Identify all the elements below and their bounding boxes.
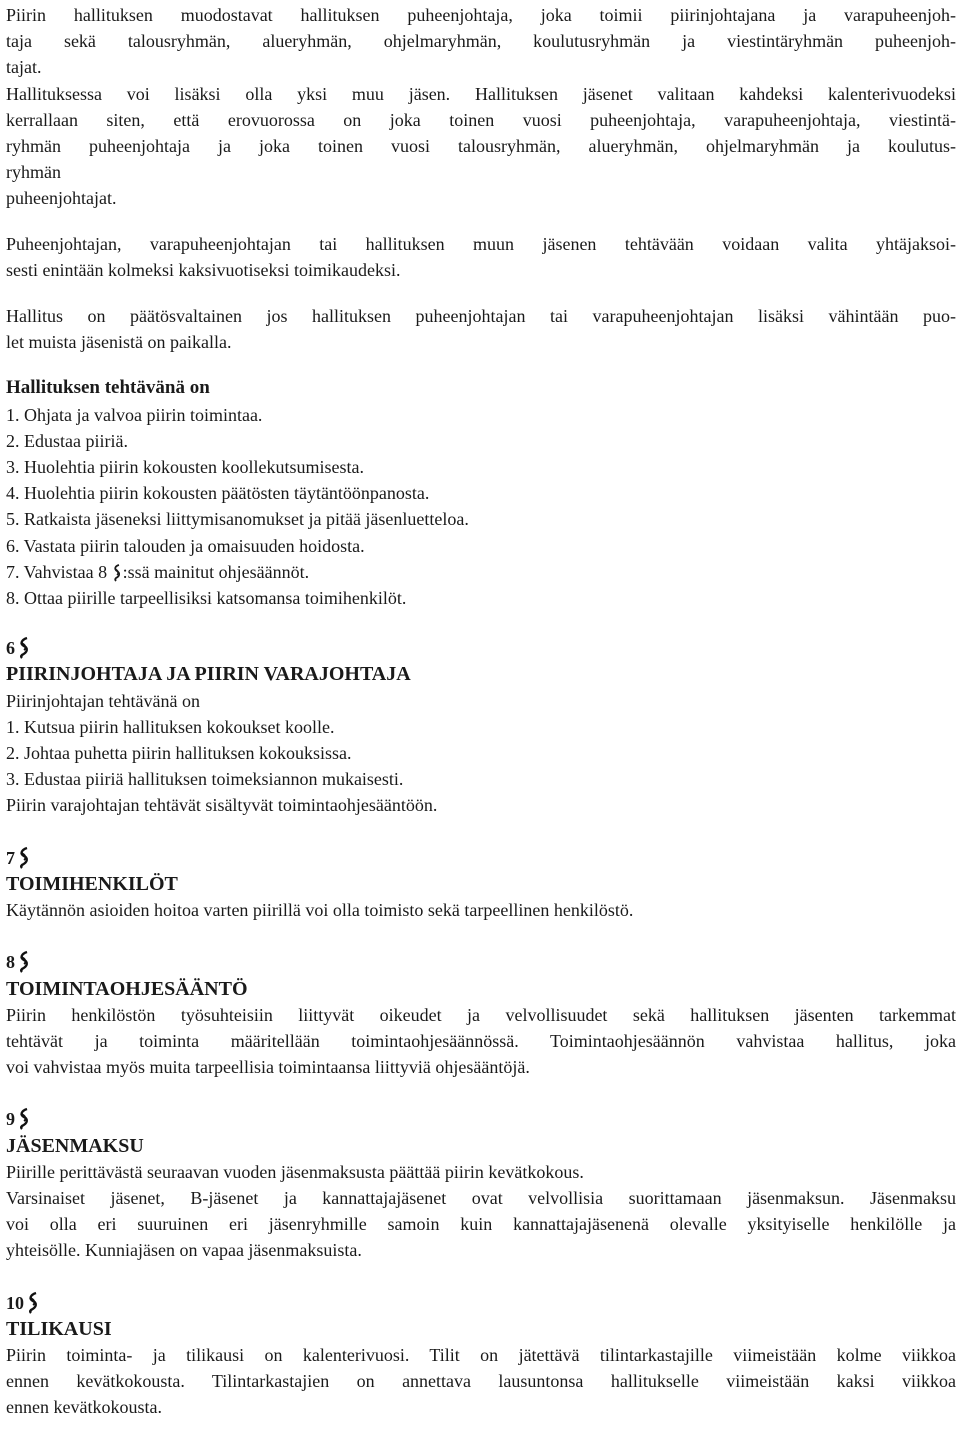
text-line: taja sekä talousryhmän, alueryhmän, ohjelmaryhmän, koulutusryhmän ja viestintäryhmän puheenjoh-	[6, 31, 956, 52]
section-7	[6, 845, 956, 924]
text-line: voi olla eri suuruinen eri jäsenryhmille samoin kuin kannattajajäsenenä olevalle yksityiselle henkilölle ja	[6, 1214, 956, 1235]
text-line: sesti enintään kolmeksi kaksivuotiseksi toimikaudeksi.	[6, 259, 401, 280]
section-title: PIIRINJOHTAJA JA PIIRIN VARAJOHTAJA	[6, 663, 411, 686]
list-item: 2. Edustaa piiriä.	[6, 430, 128, 451]
list-item: 3. Edustaa piiriä hallituksen toimeksiannon mukaisesti.	[6, 769, 404, 790]
text-line: voi vahvistaa myös muita tarpeellisia toimintaansa liittyviä ohjesääntöjä.	[6, 1057, 530, 1078]
text-line: Puheenjohtajan, varapuheenjohtajan tai hallituksen muun jäsenen tehtävään voidaan valita yhtäjaksoi-	[6, 233, 956, 254]
list-item: 4. Huolehtia piirin kokousten päätösten täytäntöönpanosta.	[6, 483, 430, 504]
section-title: TILIKAUSI	[6, 1317, 112, 1340]
text-line: Piirinjohtajan tehtävänä on	[6, 690, 200, 711]
text-line: puheenjohtajat.	[6, 188, 117, 209]
intro-paragraph-2	[6, 231, 956, 283]
section-sign-icon	[17, 636, 31, 660]
intro-paragraph-3	[6, 303, 956, 355]
section-number	[6, 1290, 956, 1316]
section-8	[6, 949, 956, 1080]
list-item-text: :ssä mainitut ohjesäännöt.	[122, 561, 310, 582]
section-sign-icon	[17, 950, 31, 974]
section-title: TOIMINTAOHJESÄÄNTÖ	[6, 977, 248, 1000]
section-sign-icon	[17, 846, 31, 870]
duties-heading: Hallituksen tehtävänä on	[6, 377, 210, 399]
list-item: 1. Ohjata ja valvoa piirin toimintaa.	[6, 404, 263, 425]
section-title: JÄSENMAKSU	[6, 1134, 144, 1157]
text-line: kerrallaan siten, että erovuorossa on joka toinen vuosi puheenjohtaja, varapuheenjohtaja, viestintä-	[6, 109, 956, 130]
text-line: yhteisölle. Kunniajäsen on vapaa jäsenmaksuista.	[6, 1240, 362, 1261]
section-number	[6, 635, 956, 661]
list-item: 3. Huolehtia piirin kokousten koollekutsumisesta.	[6, 457, 364, 478]
section-sign-icon	[17, 1107, 31, 1131]
section-number	[6, 1106, 956, 1132]
section-sign-icon	[26, 1291, 40, 1315]
section-number	[6, 845, 956, 871]
board-duties	[6, 375, 956, 611]
text-line: Piirin henkilöstön työsuhteisiin liittyvät oikeudet ja velvollisuudet sekä hallituksen jäsenten tarkemmat	[6, 1004, 956, 1025]
intro-paragraph-1	[6, 0, 956, 212]
list-item: 5. Ratkaista jäseneksi liittymisanomukset ja pitää jäsenluetteloa.	[6, 509, 469, 530]
section-number	[6, 949, 956, 975]
text-line: Piirin toiminta- ja tilikausi on kalenterivuosi. Tilit on jätettävä tilintarkastajille viimeistään kolme viikkoa	[6, 1344, 956, 1365]
section-sign-icon	[112, 563, 122, 581]
list-item: 6. Vastata piirin talouden ja omaisuuden hoidosta.	[6, 535, 365, 556]
text-line: Hallitus on päätösvaltainen jos hallituksen puheenjohtajan tai varapuheenjohtajan lisäksi vähintään puo-	[6, 306, 956, 327]
section-6	[6, 635, 956, 818]
section-number-text: 8	[6, 952, 15, 973]
section-number-text: 7	[6, 847, 15, 868]
text-line: ryhmän	[6, 162, 61, 183]
section-number-text: 10	[6, 1292, 24, 1313]
text-line: tajat.	[6, 57, 42, 78]
list-item	[6, 559, 956, 585]
text-line: Käytännön asioiden hoitoa varten piirillä voi olla toimisto sekä tarpeellinen henkilöstö.	[6, 900, 634, 921]
document-page	[6, 0, 956, 1421]
section-9	[6, 1106, 956, 1263]
list-item: 2. Johtaa puhetta piirin hallituksen kokouksissa.	[6, 743, 352, 764]
section-number-text: 9	[6, 1109, 15, 1130]
section-10	[6, 1290, 956, 1421]
text-line: Hallituksessa voi lisäksi olla yksi muu jäsen. Hallituksen jäsenet valitaan kahdeksi kalenterivuodeksi	[6, 83, 956, 104]
text-line: ryhmän puheenjohtaja ja joka toinen vuosi talousryhmän, alueryhmän, ohjelmaryhmän ja koulutus-	[6, 136, 956, 157]
text-line: tehtävät ja toiminta määritellään toimintaohjesäännössä. Toimintaohjesäännön vahvistaa hallitus, joka	[6, 1030, 956, 1051]
section-number-text: 6	[6, 638, 15, 659]
text-line: let muista jäsenistä on paikalla.	[6, 332, 232, 353]
text-line: ennen kevätkokousta.	[6, 1397, 162, 1418]
text-line: Piirille perittävästä seuraavan vuoden jäsenmaksusta päättää piirin kevätkokous.	[6, 1161, 584, 1182]
text-line: Varsinaiset jäsenet, B-jäsenet ja kannattajajäsenet ovat velvollisia suorittamaan jäsenmaksun. Jäsenmaksu	[6, 1187, 956, 1208]
text-line: ennen kevätkokousta. Tilintarkastajien on annettava lausuntonsa hallitukselle viimeistään kaksi viikkoa	[6, 1371, 956, 1392]
list-item-text: 7. Vahvistaa 8	[6, 561, 112, 582]
text-line: Piirin hallituksen muodostavat hallituksen puheenjohtaja, joka toimii piirinjohtajana ja varapuheenjoh-	[6, 5, 956, 25]
list-item: 1. Kutsua piirin hallituksen kokoukset koolle.	[6, 716, 335, 737]
list-item: 8. Ottaa piirille tarpeellisiksi katsomansa toimihenkilöt.	[6, 588, 407, 609]
text-line: Piirin varajohtajan tehtävät sisältyvät toimintaohjesääntöön.	[6, 795, 438, 816]
section-title: TOIMIHENKILÖT	[6, 872, 178, 895]
